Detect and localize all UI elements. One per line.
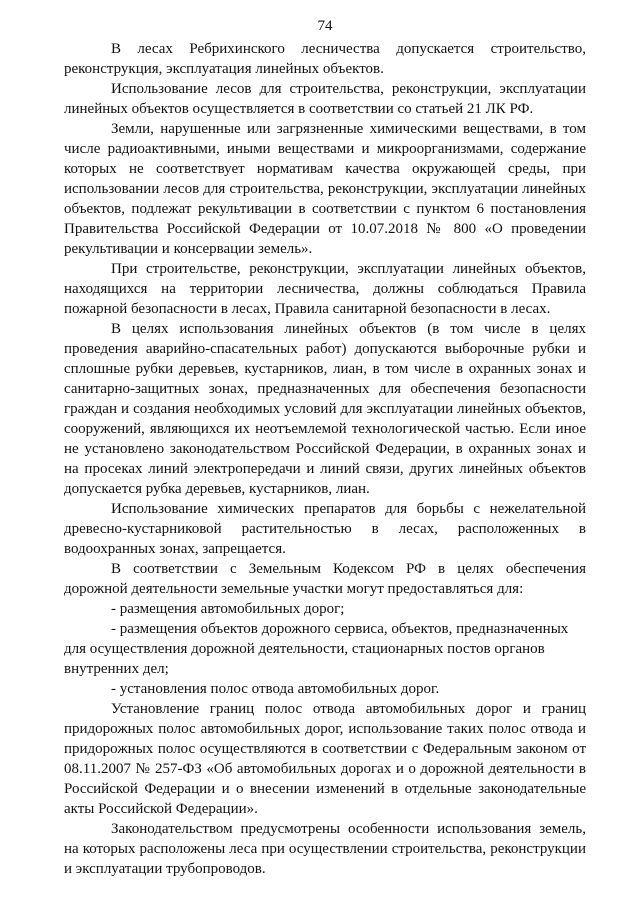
list-item-road-service: - размещения объектов дорожного сервиса, объектов, предназначенных для осуществления дорожной деятельности, стационарных постов органов внутренних дел; — [64, 621, 569, 677]
paragraph-cutting: В целях использования линейных объектов (в том числе в целях проведения аварийно-спасательных работ) допускаются выборочные рубки и сплошные рубки деревьев, кустарников, лиан, в том числе в охранных зонах и санитарно-защитных зонах, предназначенных для обеспечения безопасности граждан и создания необходимых условий для эксплуатации линейных объектов, сооружений, являющихся их неотъемлемой технологической частью. Если иное не установлено законодательством Российской Федерации, в охранных зонах и на просеках линий электропередачи и линий связи, других линейных объектов допускается рубка деревьев, кустарников, лиан. — [64, 321, 586, 497]
paragraph-recultivation: Земли, нарушенные или загрязненные химическими веществами, в том числе радиоактивными, иными веществами и микроорганизмами, содержание которых не соответствует нормативам качества окружающей среды, при использовании лесов для строительства, реконструкции, эксплуатации линейных объектов, подлежат рекультивации в соответствии с пунктом 6 постановления Правительства Российской Федерации от 10.07.2018 № 800 «О проведении рекультивации и консервации земель». — [64, 121, 586, 257]
document-page — [64, 16, 586, 879]
list-item-right-of-way: - установления полос отвода автомобильных дорог. — [111, 681, 440, 697]
page-number: 74 — [317, 18, 333, 34]
paragraph-pipelines: Законодательством предусмотрены особенности использования земель, на которых расположены леса при осуществлении строительства, реконструкции и эксплуатации трубопроводов. — [64, 821, 586, 877]
paragraph-construction-allowed: В лесах Ребрихинского лесничества допускается строительство, реконструкция, эксплуатация линейных объектов. — [64, 41, 586, 77]
paragraph-fire-safety: При строительстве, реконструкции, эксплуатации линейных объектов, находящихся на территории лесничества, должны соблюдаться Правила пожарной безопасности в лесах, Правила санитарной безопасности в лесах. — [64, 261, 586, 317]
list-item-roads: - размещения автомобильных дорог; — [111, 601, 345, 617]
paragraph-article-21: Использование лесов для строительства, реконструкции, эксплуатации линейных объектов осуществляется в соответствии со статьей 21 ЛК РФ. — [64, 81, 586, 117]
paragraph-land-code: В соответствии с Земельным Кодексом РФ в целях обеспечения дорожной деятельности земельные участки могут предоставляться для: — [64, 561, 586, 597]
paragraph-federal-law: Установление границ полос отвода автомобильных дорог и границ придорожных полос автомобильных дорог, использование таких полос отвода и придорожных полос осуществляются в соответствии с Федеральным законом от 08.11.2007 № 257-ФЗ «Об автомобильных дорогах и о дорожной деятельности в Российской Федерации и о внесении изменений в отдельные законодательные акты Российской Федерации». — [64, 701, 586, 817]
paragraph-chemicals: Использование химических препаратов для борьбы с нежелательной древесно-кустарниковой растительностью в лесах, расположенных в водоохранных зонах, запрещается. — [64, 501, 586, 557]
